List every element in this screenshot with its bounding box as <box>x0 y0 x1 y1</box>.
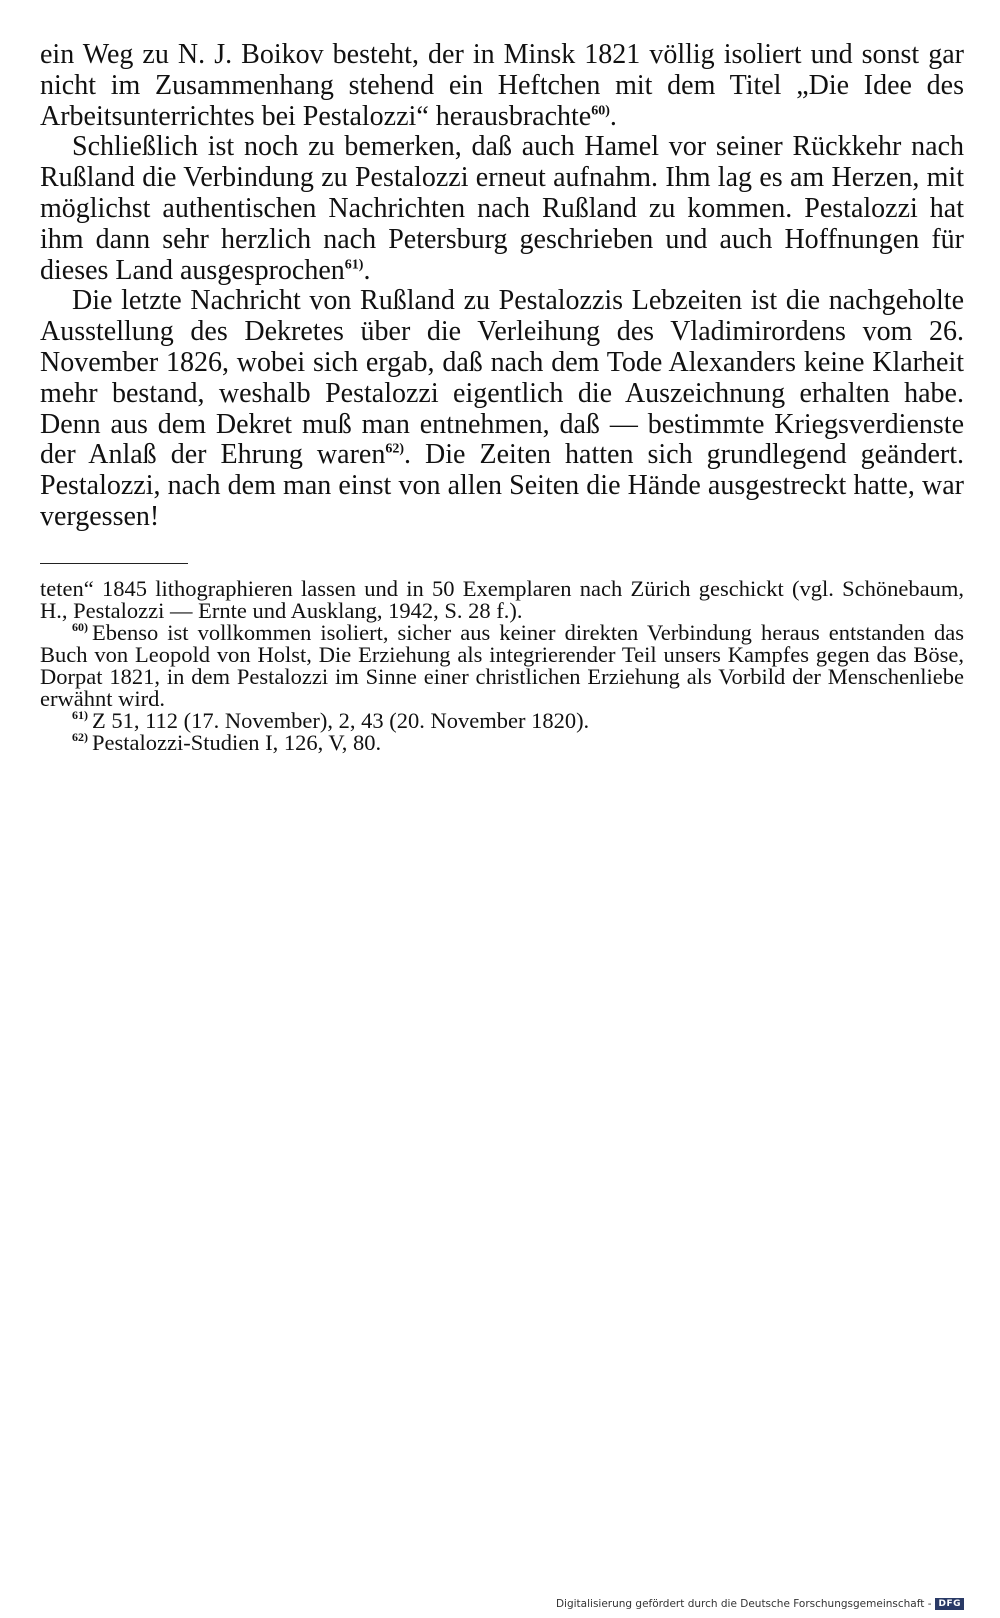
paragraph-tail: . <box>363 254 371 286</box>
page-body <box>40 40 964 754</box>
digitization-footer <box>556 1598 964 1610</box>
paragraph-text: Die letzte Nachricht von Rußland zu Pestalozzis Lebzeiten ist die nachgeholte Ausstellung des Dekretes über die Verleihung des Vladimirordens vom 26. November 1826, wobei sich ergab, daß nach dem Tode Alexanders keine Klarheit mehr bestand, weshalb Pestalozzi eigentlich die Auszeichnung erhalten habe. Denn aus dem Dekret muß man entnehmen, daß — bestimmte Kriegsverdienste der Anlaß der Ehrung waren <box>40 285 964 471</box>
funding-note: Digitalisierung gefördert durch die Deutsche Forschungsgemeinschaft - <box>555 1598 932 1610</box>
footnote-60 <box>40 619 964 711</box>
paragraph-text: ein Weg zu N. J. Boikov besteht, der in Minsk 1821 völlig isoliert und sonst gar nicht im Zusammenhang stehend ein Heftchen mit dem Titel „Die Idee des Arbeitsunterrichtes bei Pestalozzi“ herausbrachte <box>40 39 964 132</box>
footnote-number: 61) <box>72 708 88 723</box>
footnote-61 <box>40 707 964 733</box>
footnote-text: Z 51, 112 (17. November), 2, 43 (20. November 1820). <box>92 707 590 733</box>
footnote-number: 60) <box>72 620 88 635</box>
body-paragraph-1 <box>40 40 964 132</box>
body-paragraph-3 <box>40 286 964 532</box>
footnote-text: Pestalozzi-Studien I, 126, V, 80. <box>92 729 382 755</box>
footnote-62 <box>40 729 964 755</box>
paragraph-tail: . Die Zeiten hatten sich grundlegend geändert. Pestalozzi, nach dem man einst von allen Seiten die Hände ausgestreckt hatte, war vergessen! <box>40 439 965 532</box>
footnote-ref-62[interactable]: 62) <box>385 442 405 458</box>
dfg-logo: DFG <box>935 1598 964 1610</box>
footnote-text: teten“ 1845 lithographieren lassen und in 50 Exemplaren nach Zürich geschickt (vgl. Schönebaum, H., Pestalozzi — Ernte und Ausklang, 1942, S. 28 f.). <box>40 575 964 623</box>
body-paragraph-2 <box>40 132 964 286</box>
footnote-continuation <box>40 575 964 623</box>
paragraph-text: Schließlich ist noch zu bemerken, daß auch Hamel vor seiner Rückkehr nach Rußland die Verbindung zu Pestalozzi erneut aufnahm. Ihm lag es am Herzen, mit möglichst authentischen Nachrichten nach Rußland zu kommen. Pestalozzi hat ihm dann sehr herzlich nach Petersburg geschrieben und auch Hoffnungen für dieses Land ausgesprochen <box>40 131 964 286</box>
footnote-text: Ebenso ist vollkommen isoliert, sicher aus keiner direkten Verbindung heraus entstanden das Buch von Leopold von Holst, Die Erziehung als integrierender Teil unsers Kampfes gegen das Böse, Dorpat 1821, in dem Pestalozzi im Sinne einer christlichen Erziehung als Vorbild der Menschenliebe erwähnt wird. <box>40 619 964 711</box>
paragraph-tail: . <box>609 100 617 132</box>
footnote-number: 62) <box>72 730 88 745</box>
footnotes-section <box>40 575 964 755</box>
footnote-ref-61[interactable]: 61) <box>344 257 364 273</box>
footnote-ref-60[interactable]: 60) <box>591 103 610 119</box>
footnote-divider <box>40 563 188 564</box>
